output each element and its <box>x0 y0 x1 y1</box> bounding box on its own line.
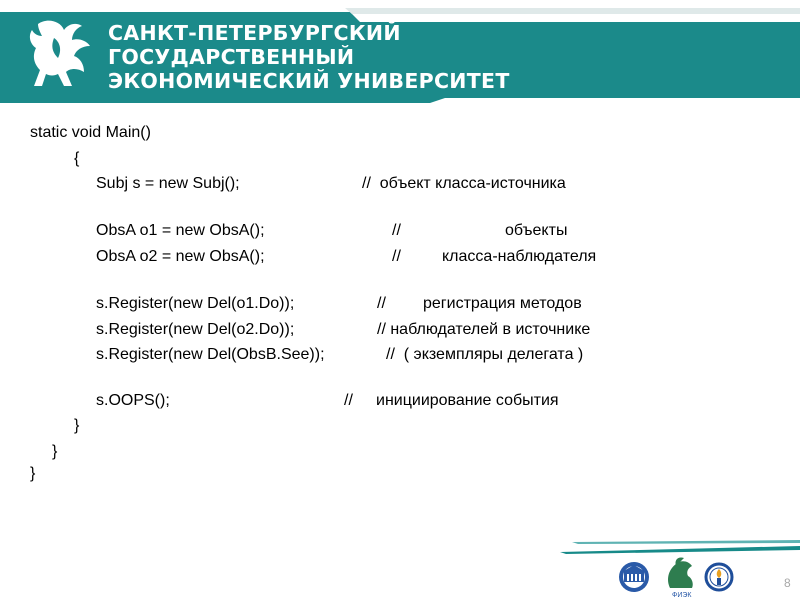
code-comment: объекты <box>505 222 568 239</box>
code-comment: // объект класса-источника <box>362 175 566 192</box>
code-close-brace: } <box>52 443 58 460</box>
code-comment: // ( экземпляры делегата ) <box>386 346 584 363</box>
code-close-brace: } <box>30 465 36 482</box>
code-statement: s.Register(new Del(o1.Do)); <box>96 295 295 312</box>
code-comment-slashes: // <box>392 248 401 265</box>
university-name-line-3: ЭКОНОМИЧЕСКИЙ УНИВЕРСИТЕТ <box>108 69 510 93</box>
code-close-brace: } <box>74 417 80 434</box>
code-statement: s.Register(new Del(o2.Do)); <box>96 321 295 338</box>
code-comment: инициирование события <box>376 392 559 409</box>
code-comment-slashes: // <box>392 222 401 239</box>
code-statement: s.Register(new Del(ObsB.See)); <box>96 346 325 363</box>
code-comment: класса-наблюдателя <box>442 248 597 265</box>
code-statement: ObsA o1 = new ObsA(); <box>96 222 265 239</box>
footer-decoration <box>0 530 800 600</box>
fiec-label: ФИЭК <box>672 592 692 599</box>
code-open-brace: { <box>74 150 80 167</box>
university-name-line-2: ГОСУДАРСТВЕННЫЙ <box>108 45 355 69</box>
university-name-line-1: САНКТ-ПЕТЕРБУРГСКИЙ <box>108 21 401 45</box>
code-comment: // наблюдателей в источнике <box>377 321 591 338</box>
code-comment: регистрация методов <box>423 295 582 312</box>
code-signature: static void Main() <box>30 124 151 141</box>
code-comment-slashes: // <box>377 295 386 312</box>
code-statement: Subj s = new Subj(); <box>96 175 240 192</box>
code-statement: ObsA o2 = new ObsA(); <box>96 248 265 265</box>
code-comment-slashes: // <box>344 392 353 409</box>
page-number: 8 <box>784 576 791 590</box>
code-statement: s.OOPS(); <box>96 392 170 409</box>
